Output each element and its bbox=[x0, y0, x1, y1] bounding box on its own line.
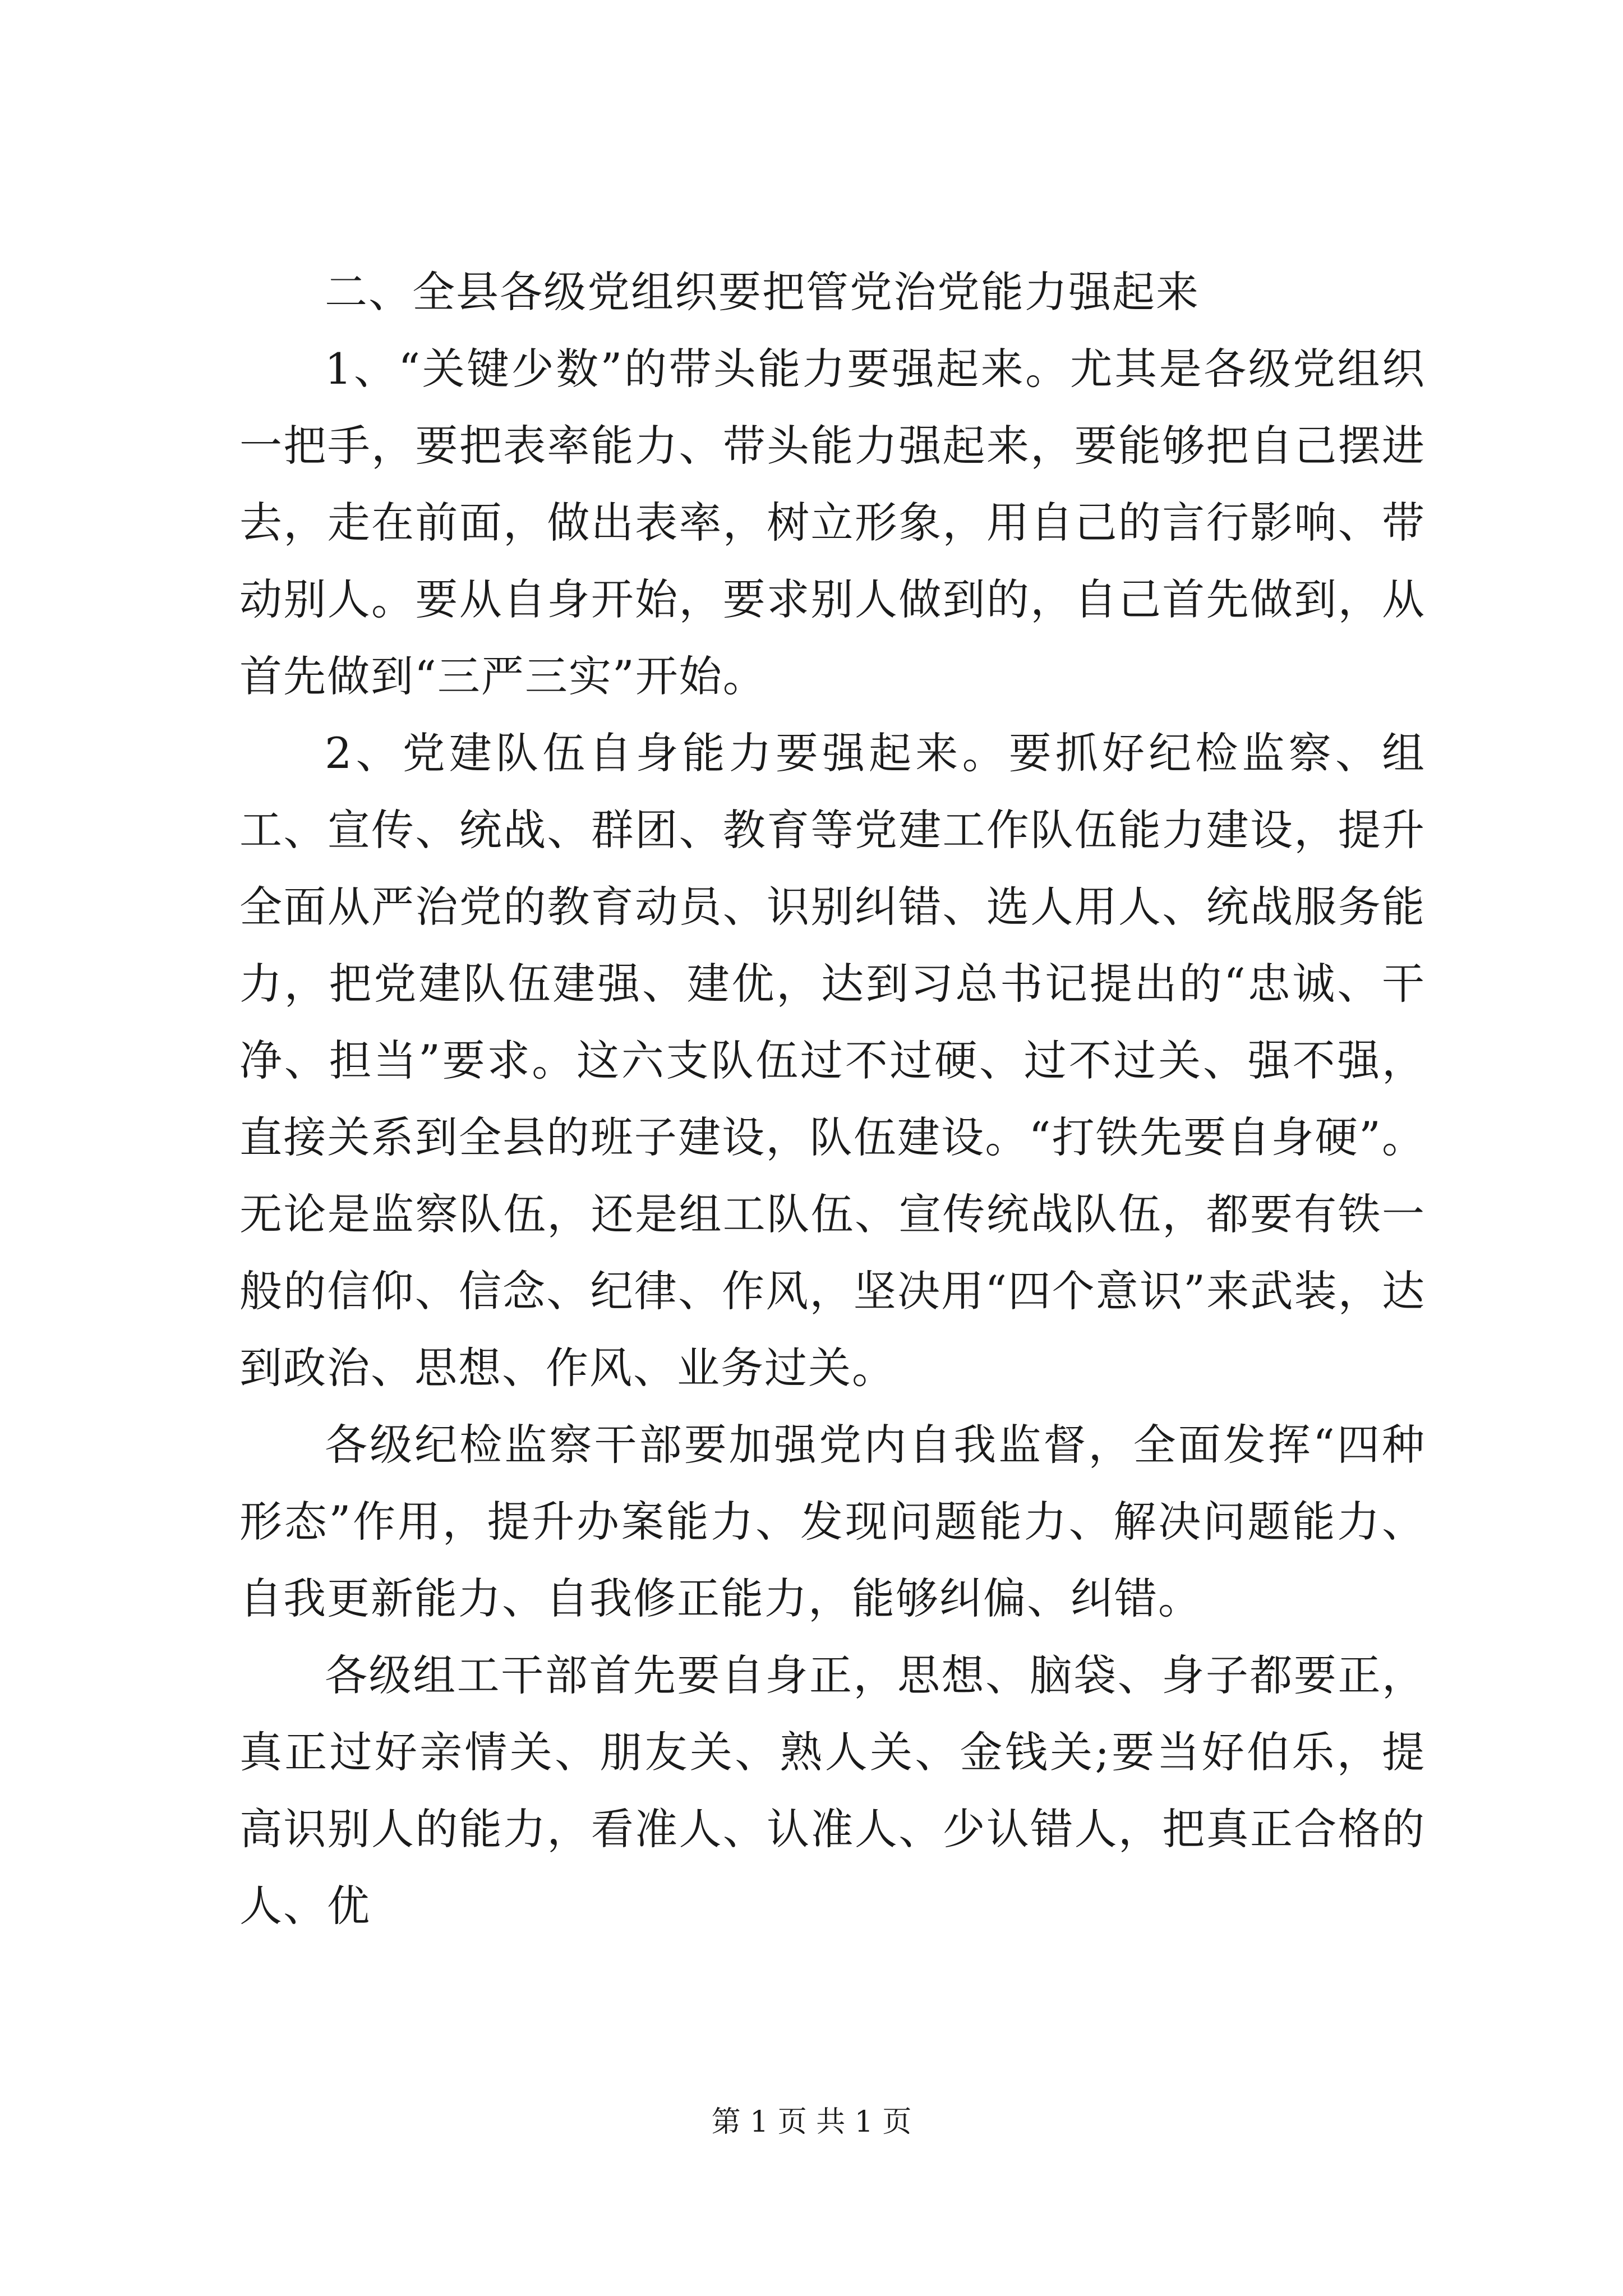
page-number-footer: 第 1 页 共 1 页 bbox=[711, 2105, 912, 2139]
paragraph-1: 1、“关键少数”的带头能力要强起来。尤其是各级党组织一把手，要把表率能力、带头能力强起来，要能够把自己摆进去，走在前面，做出表率，树立形象，用自己的言行影响、带动别人。要从自身开始，要求别人做到的，自己首先做到，从首先做到“三严三实”开始。 bbox=[239, 344, 1426, 701]
paragraph-2: 2、党建队伍自身能力要强起来。要抓好纪检监察、组工、宣传、统战、群团、教育等党建工作队伍能力建设，提升全面从严治党的教育动员、识别纠错、选人用人、统战服务能力，把党建队伍建强、建优，达到习总书记提出的“忠诚、干净、担当”要求。这六支队伍过不过硬、过不过关、强不强，直接关系到全县的班子建设，队伍建设。“打铁先要自身硬”。无论是监察队伍，还是组工队伍、宣传统战队伍，都要有铁一般的信仰、信念、纪律、作风，坚决用“四个意识”来武装，达到政治、思想、作风、业务过关。 bbox=[239, 728, 1426, 1393]
paragraph-4: 各级组工干部首先要自身正，思想、脑袋、身子都要正，真正过好亲情关、朋友关、熟人关、金钱关;要当好伯乐，提高识别人的能力，看准人、认准人、少认错人，把真正合格的人、优 bbox=[239, 1650, 1426, 1931]
section-heading: 二、全县各级党组织要把管党治党能力强起来 bbox=[325, 267, 1200, 317]
document-body bbox=[239, 254, 1426, 1944]
paragraph-3: 各级纪检监察干部要加强党内自我监督，全面发挥“四种形态”作用，提升办案能力、发现问题能力、解决问题能力、自我更新能力、自我修正能力，能够纠偏、纠错。 bbox=[239, 1420, 1426, 1623]
